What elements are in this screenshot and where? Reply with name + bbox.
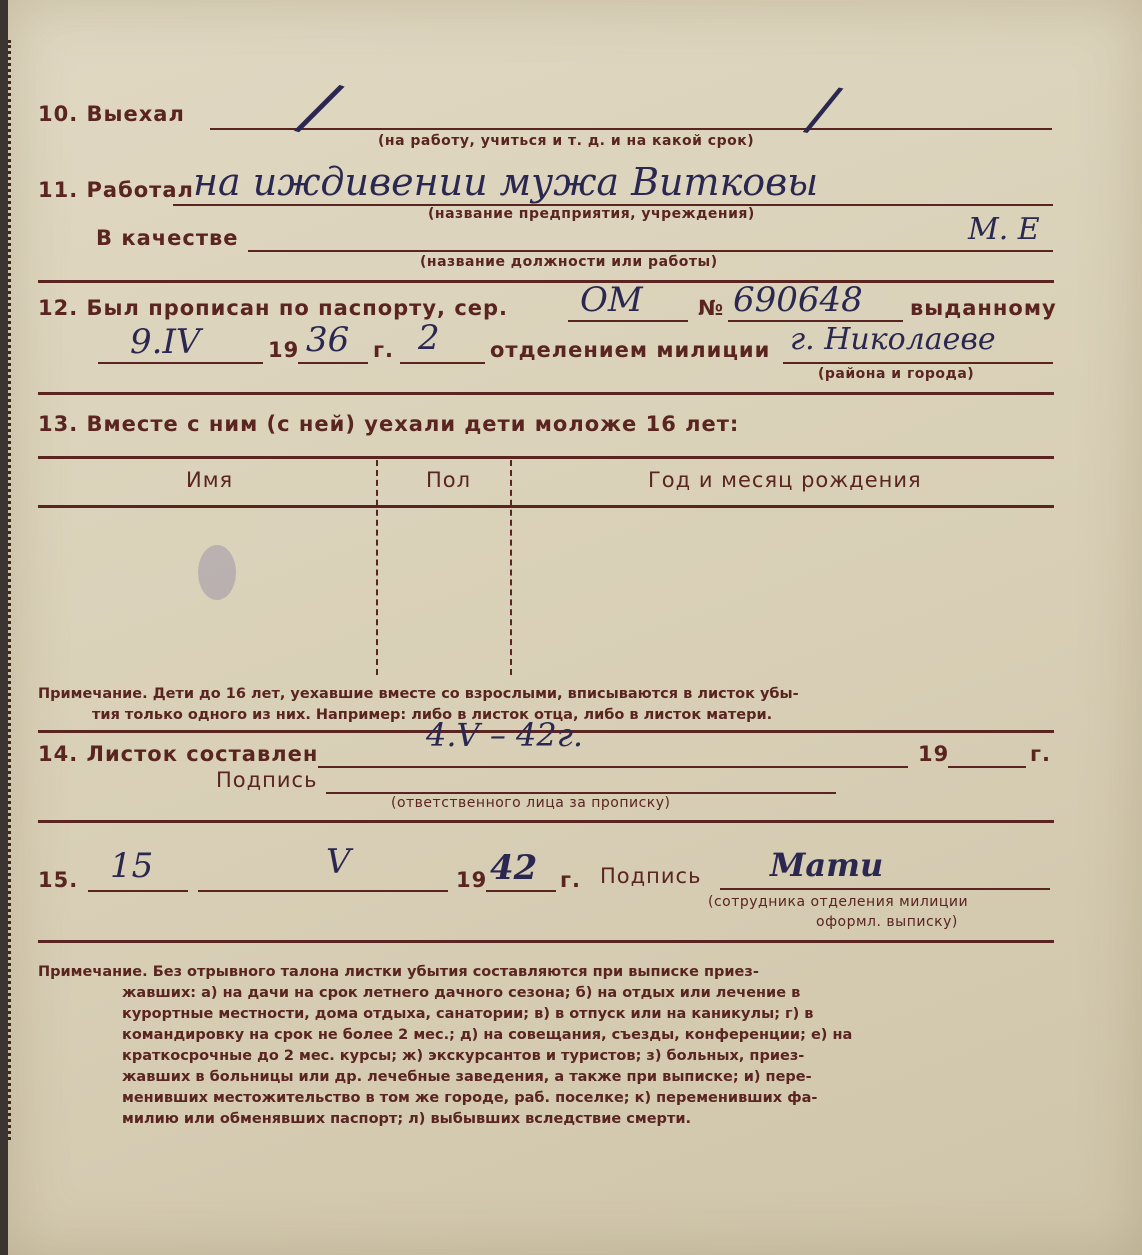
col-divider-1 xyxy=(376,460,378,675)
field-15-year-prefix: 19 xyxy=(456,868,488,892)
issue-date: 9.IV xyxy=(130,322,201,362)
note-2-line-7: менивших местожительство в том же городе, раб. поселке; к) переменивших фа- xyxy=(122,1090,818,1106)
field-15-year-line xyxy=(486,890,556,892)
field-15-month-line xyxy=(198,890,448,892)
field-10-label: 10. Выехал xyxy=(38,102,185,126)
divider-2 xyxy=(38,392,1054,395)
note-1-cont: тия только одного из них. Например: либо в листок отца, либо в листок матери. xyxy=(92,707,773,723)
field-14-label: 14. Листок составлен xyxy=(38,742,319,766)
field-15-month: V xyxy=(326,842,351,882)
issue-date-line xyxy=(98,362,263,364)
col-name: Имя xyxy=(186,468,234,492)
field-14-date: 4.V – 42г. xyxy=(426,716,584,754)
field-11-as-label: В качестве xyxy=(96,226,239,250)
field-10-value: / xyxy=(295,64,344,150)
note-1: Примечание. Дети до 16 лет, уехавшие вместе со взрослыми, вписываются в листок убы- xyxy=(38,686,799,702)
field-10-line xyxy=(210,128,1052,130)
field-15-label: 15. xyxy=(38,868,79,892)
field-15-sign-line xyxy=(720,888,1050,890)
field-11-as-value: М. Е xyxy=(968,212,1040,247)
field-14-sign-label: Подпись xyxy=(216,768,318,792)
field-14-sign-line xyxy=(326,792,836,794)
city: г. Николаеве xyxy=(790,322,996,357)
field-14-year-line xyxy=(948,766,1026,768)
field-15-year: 42 xyxy=(490,848,538,888)
issued-label: выданному xyxy=(910,296,1057,320)
series-line xyxy=(568,320,688,322)
field-14-sign-hint: (ответственного лица за прописку) xyxy=(391,795,671,811)
table-header-bottom xyxy=(38,505,1054,508)
number-label: № xyxy=(698,296,725,320)
field-11-value: на иждивении мужа Витковы xyxy=(193,160,819,204)
field-15-day-line xyxy=(88,890,188,892)
year-prefix: 19 xyxy=(268,338,300,362)
field-14-line xyxy=(318,766,908,768)
field-15-sign-label: Подпись xyxy=(600,864,702,888)
field-11-label: 11. Работал xyxy=(38,178,194,202)
dept-label: отделением милиции xyxy=(490,338,771,362)
field-11-hint: (название предприятия, учреждения) xyxy=(428,206,755,222)
col-sex: Пол xyxy=(426,468,472,492)
col-divider-2 xyxy=(510,460,512,675)
field-15-signature: Мати xyxy=(770,846,884,884)
field-12-label: 12. Был прописан по паспорту, сер. xyxy=(38,296,509,320)
field-14-year-prefix: 19 xyxy=(918,742,950,766)
note-2-line-2: жавших: а) на дачи на срок летнего дачного сезона; б) на отдых или лечение в xyxy=(122,985,801,1001)
ink-smudge xyxy=(198,545,236,600)
field-15-g: г. xyxy=(560,868,581,892)
note-2-line-4: командировку на срок не более 2 мес.; д) на совещания, съезды, конференции; е) на xyxy=(122,1027,853,1043)
field-10-hint: (на работу, учиться и т. д. и на какой срок) xyxy=(378,133,755,149)
field-15-day: 15 xyxy=(110,846,154,886)
table-top xyxy=(38,456,1054,459)
issue-year: 36 xyxy=(306,320,350,360)
year-line xyxy=(298,362,368,364)
passport-number: 690648 xyxy=(733,280,863,320)
note-2-line-3: курортные местности, дома отдыха, санатории; в) в отпуск или на каникулы; г) в xyxy=(122,1006,814,1022)
field-15-hint-2: оформл. выписку) xyxy=(816,914,958,930)
note-2-line-8: милию или обменявших паспорт; л) выбывших вследствие смерти. xyxy=(122,1111,692,1127)
perforated-edge xyxy=(8,40,19,1140)
field-14-g: г. xyxy=(1030,742,1051,766)
passport-series: ОМ xyxy=(580,280,643,320)
divider-4 xyxy=(38,820,1054,823)
note-2-line-6: жавших в больницы или др. лечебные заведения, а также при выписке; и) пере- xyxy=(122,1069,812,1085)
field-11-as-hint: (название должности или работы) xyxy=(420,254,718,270)
field-10-stroke: / xyxy=(805,70,842,147)
note-2-line-5: краткосрочные до 2 мес. курсы; ж) экскурсантов и туристов; з) больных, приез- xyxy=(122,1048,805,1064)
note-2-line-1: Примечание. Без отрывного талона листки убытия составляются при выписке приез- xyxy=(38,964,759,980)
dept-number: 2 xyxy=(418,318,440,358)
dept-line xyxy=(400,362,485,364)
year-g: г. xyxy=(373,338,394,362)
field-13-label: 13. Вместе с ним (с ней) уехали дети моложе 16 лет: xyxy=(38,412,740,436)
city-hint: (района и города) xyxy=(818,366,975,382)
document-sheet xyxy=(8,0,1142,1255)
divider-5 xyxy=(38,940,1054,943)
field-15-hint-1: (сотрудника отделения милиции xyxy=(708,894,969,910)
divider-1 xyxy=(38,280,1054,283)
field-11-as-line xyxy=(248,250,1053,252)
col-birth: Год и месяц рождения xyxy=(648,468,922,492)
city-line xyxy=(783,362,1053,364)
